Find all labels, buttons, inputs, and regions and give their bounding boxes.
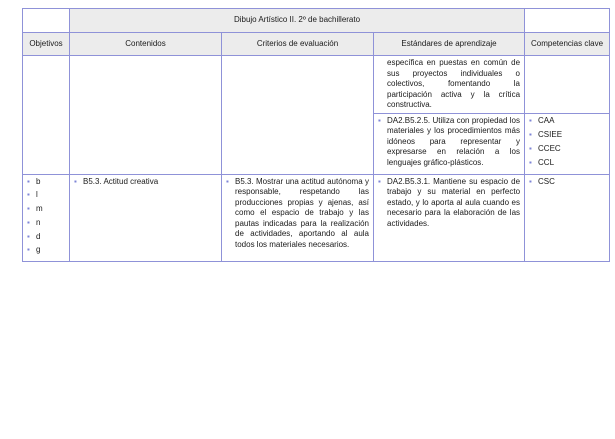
criterios-cell [222,174,374,262]
curriculum-table-container [22,8,610,262]
table-title-row [23,9,610,33]
competencia-item: ▪ CCEC [529,144,605,155]
estandar-item: ▪ DA2.B5.2.5. Utiliza con propiedad los materiales y los procedimientos más idóneos para representar y expresarse en relación a los lenguajes gráfico-plásticos. [378,116,520,169]
objetivos-cell-empty [23,56,70,175]
header-competencias: Competencias clave [525,33,610,56]
competencias-cell [525,174,610,262]
table-row [23,174,610,262]
estandar-item: ▪ DA2.B5.3.1. Mantiene su espacio de trabajo y su material en perfecto estado, y lo aporta al aula cuando es necesario para la elaboración de las actividades. [378,177,520,230]
curriculum-table [22,8,610,262]
header-contenidos: Contenidos [70,33,222,56]
table-row [23,56,610,114]
objetivo-item: ▪ n [27,218,65,229]
competencias-cell-empty [525,56,610,114]
objetivo-item: ▪ m [27,204,65,215]
table-header-row [23,33,610,56]
criterio-item: ▪ B5.3. Mostrar una actitud autónoma y responsable, respetando las producciones propias y ajenas, así como el espacio de trabajo y las pautas indicadas para la realización de actividades, aportando al aula todos los materiales necesarios. [226,177,369,251]
competencias-cell [525,113,610,174]
objetivos-cell [23,174,70,262]
objetivo-item: ▪ b [27,177,65,188]
competencias-list [529,177,605,188]
estandar-list [378,116,520,169]
estandar-cell [374,174,525,262]
estandar-list [378,177,520,230]
competencia-item: ▪ CCL [529,158,605,169]
table-title: Dibujo Artístico II. 2º de bachillerato [70,9,525,33]
criterios-list [226,177,369,251]
estandar-cell [374,113,525,174]
contenido-item: ▪ B5.3. Actitud creativa [74,177,217,188]
estandar-text: específica en puestas en común de sus proyectos individuales o colectivos, fomentando la participación activa y la crítica constructiva. [387,58,521,109]
objetivo-item: ▪ l [27,190,65,201]
contenidos-list [74,177,217,188]
header-criterios: Criterios de evaluación [222,33,374,56]
estandar-cell [374,56,525,114]
title-blank-cell [23,9,70,33]
objetivo-item: ▪ d [27,232,65,243]
title-blank-cell-right [525,9,610,33]
header-estandares: Estándares de aprendizaje [374,33,525,56]
competencia-item: ▪ CAA [529,116,605,127]
competencia-item: ▪ CSIEE [529,130,605,141]
criterios-cell-empty [222,56,374,175]
competencia-item: ▪ CSC [529,177,605,188]
competencias-list [529,116,605,169]
objetivo-item: ▪ g [27,245,65,256]
contenidos-cell-empty [70,56,222,175]
objetivos-list [27,177,65,256]
header-objetivos: Objetivos [23,33,70,56]
contenidos-cell [70,174,222,262]
